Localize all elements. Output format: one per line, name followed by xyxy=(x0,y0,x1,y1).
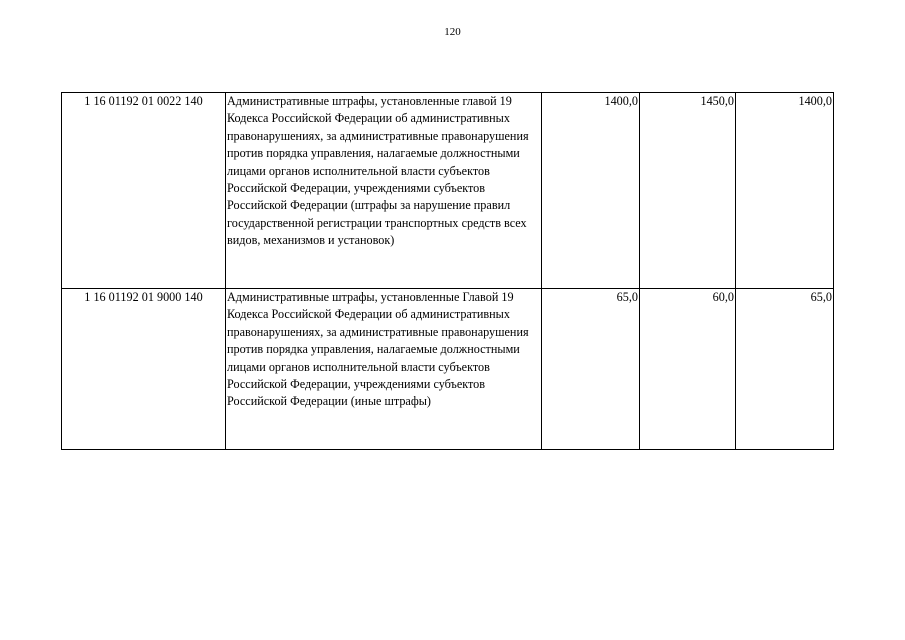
table-row xyxy=(62,289,834,450)
page-number: 120 xyxy=(444,26,461,38)
amount-cell-year-3: 1400,0 xyxy=(736,93,834,289)
amount-cell-year-1: 65,0 xyxy=(542,289,640,450)
classification-code-cell: 1 16 01192 01 0022 140 xyxy=(62,93,226,289)
amount-cell-year-2: 1450,0 xyxy=(640,93,736,289)
amount-cell-year-2: 60,0 xyxy=(640,289,736,450)
amount-cell-year-3: 65,0 xyxy=(736,289,834,450)
amount-cell-year-1: 1400,0 xyxy=(542,93,640,289)
description-cell: Административные штрафы, установленные Главой 19 Кодекса Российской Федерации об административных правонарушениях, за административные правонарушения против порядка управления, налагаемые должностными лицами органов исполнительной власти субъектов Российской Федерации, учреждениями субъектов Российской Федерации (иные штрафы) xyxy=(226,289,542,450)
budget-revenue-table xyxy=(61,92,834,450)
table-row xyxy=(62,93,834,289)
classification-code-cell: 1 16 01192 01 9000 140 xyxy=(62,289,226,450)
description-cell: Административные штрафы, установленные главой 19 Кодекса Российской Федерации об административных правонарушениях, за административные правонарушения против порядка управления, налагаемые должностными лицами органов исполнительной власти субъектов Российской Федерации, учреждениями субъектов Российской Федерации (штрафы за нарушение правил государственной регистрации транспортных средств всех видов, механизмов и установок) xyxy=(226,93,542,289)
